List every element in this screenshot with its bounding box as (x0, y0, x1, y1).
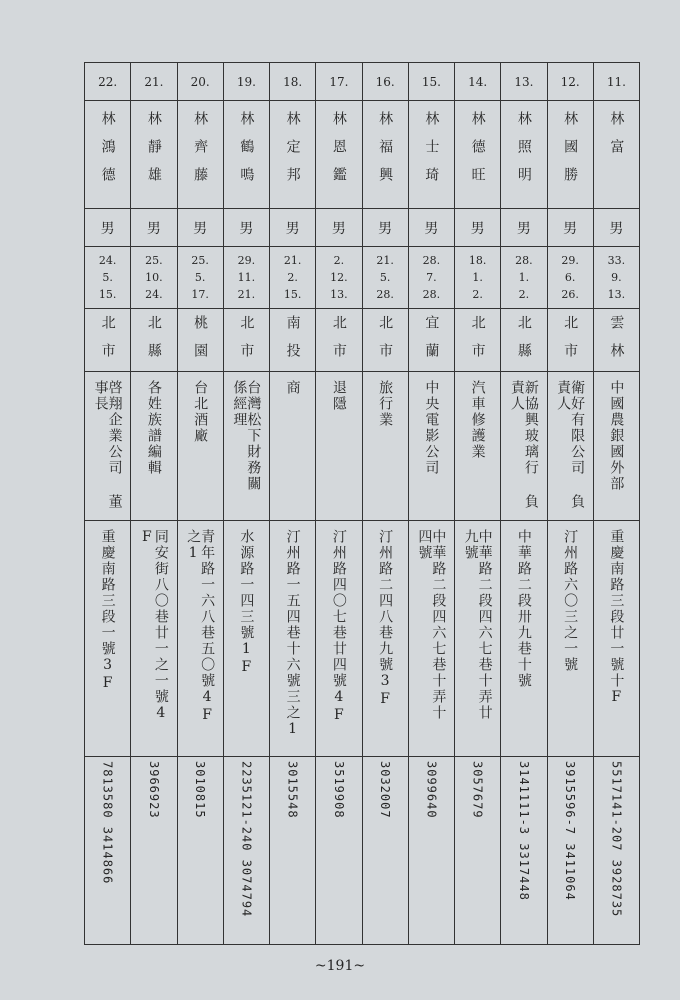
entry-number: 15. (408, 63, 454, 101)
sex: 男 (593, 209, 639, 247)
birth-date: 2. 12. 13. (316, 247, 362, 309)
native-place: 北市 (99, 315, 116, 371)
entry-number: 17. (316, 63, 362, 101)
native-place: 北市 (330, 315, 347, 371)
sex: 男 (362, 209, 408, 247)
entry-number: 16. (362, 63, 408, 101)
occupation: 啓翔企業公司 董事長 (92, 380, 123, 510)
person-name: 林德旺 (469, 111, 486, 195)
phone-number: 7813580 3414866 (100, 761, 115, 885)
native-place: 北市 (562, 315, 579, 371)
address: 重慶南路三段廿一號十F (608, 529, 625, 707)
person-name: 林照明 (515, 111, 532, 195)
person-name: 林富 (608, 111, 625, 167)
occupation: 台灣松下財務關 係經理 (231, 380, 262, 492)
phone-number: 3015548 (285, 761, 300, 819)
native-place: 北縣 (515, 315, 532, 371)
person-name: 林定邦 (284, 111, 301, 195)
occupation: 旅行業 (377, 380, 394, 428)
address: 重慶南路三段一號3F (99, 529, 116, 693)
row-birthdate (85, 247, 640, 309)
person-name: 林鶴鳴 (238, 111, 255, 195)
occupation: 退隱 (330, 380, 347, 412)
phone-number: 3915596-7 3411064 (563, 761, 578, 901)
phone-number: 3032007 (378, 761, 393, 819)
occupation: 汽車修護業 (469, 380, 486, 460)
native-place: 雲林 (608, 315, 625, 371)
entry-number: 21. (131, 63, 177, 101)
entry-number: 11. (593, 63, 639, 101)
person-name: 林靜雄 (145, 111, 162, 195)
entry-number: 18. (270, 63, 316, 101)
entry-number: 14. (455, 63, 501, 101)
occupation: 各姓族譜編輯 (145, 380, 162, 476)
sex: 男 (85, 209, 131, 247)
birth-date: 28. 7. 28. (408, 247, 454, 309)
entry-number: 13. (501, 63, 547, 101)
birth-date: 21. 5. 28. (362, 247, 408, 309)
person-name: 林國勝 (562, 111, 579, 195)
occupation: 中國農銀國外部 (608, 380, 625, 492)
row-name (85, 101, 640, 209)
phone-number: 3141111-3 3317448 (516, 761, 531, 901)
address: 中華路二段四六七巷十弄廿 九號 (462, 529, 493, 721)
person-name: 林福興 (377, 111, 394, 195)
row-number (85, 63, 640, 101)
page-number: ~191~ (314, 958, 366, 974)
person-name: 林士琦 (423, 111, 440, 195)
phone-number: 5517141-207 3928735 (609, 761, 624, 918)
row-phone (85, 757, 640, 945)
native-place: 南投 (284, 315, 301, 371)
sex: 男 (177, 209, 223, 247)
birth-date: 18. 1. 2. (455, 247, 501, 309)
address: 汀州路四〇七巷廿四號4F (330, 529, 347, 725)
address: 中華路二段四六七巷十弄十 四號 (416, 529, 447, 721)
phone-number: 3057679 (470, 761, 485, 819)
entry-number: 20. (177, 63, 223, 101)
address: 汀州路一五四巷十六號三之1 (284, 529, 301, 739)
address: 汀州路六〇三之一號 (562, 529, 579, 673)
native-place: 宜蘭 (423, 315, 440, 371)
native-place: 北市 (238, 315, 255, 371)
birth-date: 25. 10. 24. (131, 247, 177, 309)
address: 中華路二段卅九巷十號 (515, 529, 532, 689)
native-place: 北縣 (145, 315, 162, 371)
birth-date: 33. 9. 13. (593, 247, 639, 309)
sex: 男 (223, 209, 269, 247)
person-name: 林恩鑑 (330, 111, 347, 195)
row-sex (85, 209, 640, 247)
entry-number: 12. (547, 63, 593, 101)
birth-date: 29. 11. 21. (223, 247, 269, 309)
phone-number: 3010815 (193, 761, 208, 819)
sex: 男 (547, 209, 593, 247)
row-address (85, 521, 640, 757)
phone-number: 3966923 (146, 761, 161, 819)
occupation: 衛好有限公司 負責人 (555, 380, 586, 510)
person-name: 林鴻德 (99, 111, 116, 195)
address: 青年路一六八巷五〇號4F 之1 (185, 529, 216, 725)
occupation: 商 (284, 380, 301, 396)
phone-number: 3519908 (331, 761, 346, 819)
occupation: 台北酒廠 (192, 380, 209, 444)
row-place (85, 309, 640, 372)
birth-date: 24. 5. 15. (85, 247, 131, 309)
occupation: 新協興玻璃行 負責人 (508, 380, 539, 510)
sex: 男 (501, 209, 547, 247)
phone-number: 2235121-240 3074794 (239, 761, 254, 918)
birth-date: 28. 1. 2. (501, 247, 547, 309)
native-place: 北市 (377, 315, 394, 371)
entry-number: 22. (85, 63, 131, 101)
birth-date: 25. 5. 17. (177, 247, 223, 309)
birth-date: 29. 6. 26. (547, 247, 593, 309)
sex: 男 (131, 209, 177, 247)
address: 汀州路二四八巷九號3F (377, 529, 394, 709)
roster-table (84, 62, 640, 934)
sex: 男 (270, 209, 316, 247)
phone-number: 3099640 (424, 761, 439, 819)
native-place: 北市 (469, 315, 486, 371)
sex: 男 (455, 209, 501, 247)
address: 水源路一四三號1F (238, 529, 255, 677)
address: 同安街八〇巷廿一之一號4 F (138, 529, 169, 723)
row-occupation (85, 372, 640, 521)
occupation: 中央電影公司 (423, 380, 440, 476)
sex: 男 (316, 209, 362, 247)
birth-date: 21. 2. 15. (270, 247, 316, 309)
sex: 男 (408, 209, 454, 247)
native-place: 桃園 (192, 315, 209, 371)
entry-number: 19. (223, 63, 269, 101)
person-name: 林齊藤 (192, 111, 209, 195)
